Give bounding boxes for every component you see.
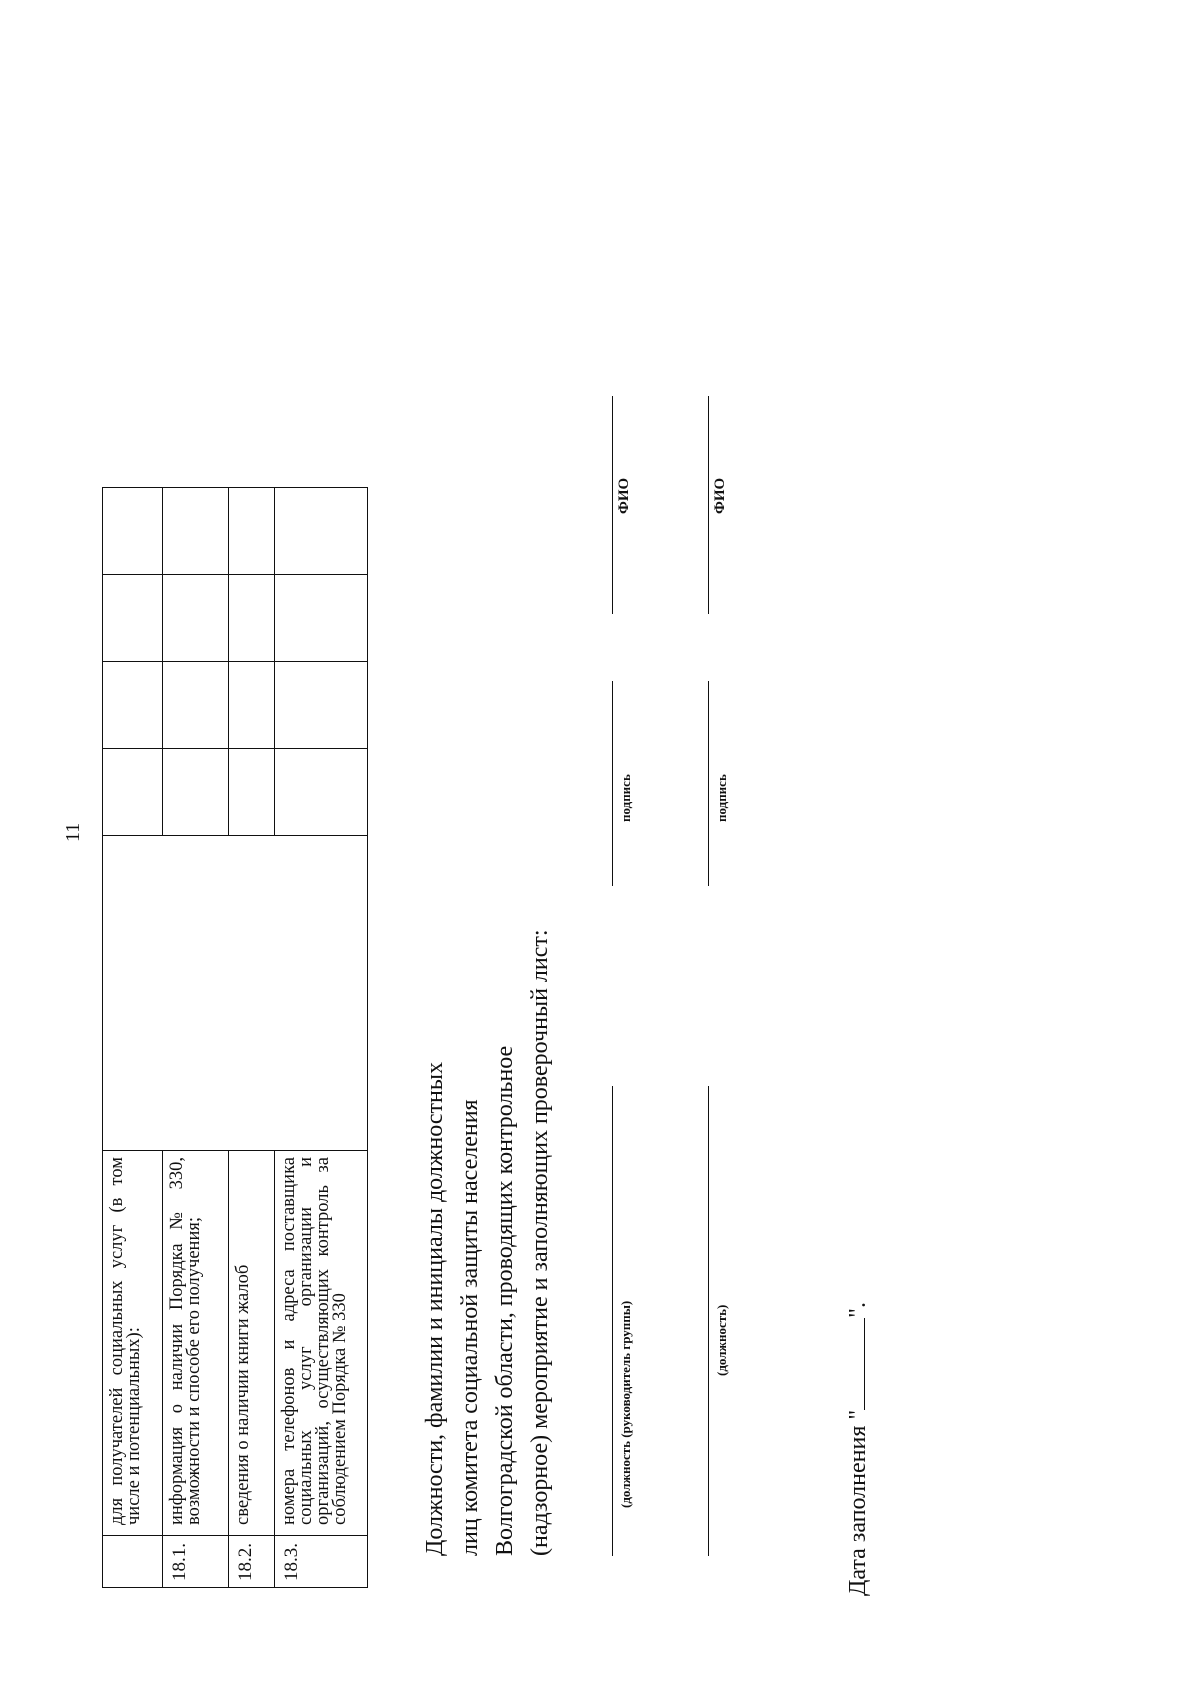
row-description: для получателей социальных услуг (в том числе и потенциальных): <box>103 1151 163 1536</box>
table-cell <box>229 575 275 662</box>
table-cell <box>103 836 368 1151</box>
row-number: 18.3. <box>275 1536 368 1588</box>
name-label: ФИО <box>712 477 728 514</box>
row-description: сведения о наличии книги жалоб <box>229 1151 275 1536</box>
position-line <box>708 1086 709 1556</box>
table-cell <box>229 488 275 575</box>
table-cell <box>163 662 229 749</box>
caption-line: лиц комитета социальной защиты населения <box>457 1099 483 1556</box>
table-cell <box>275 749 368 836</box>
row-number: 18.1. <box>163 1536 229 1588</box>
signature-line <box>612 681 613 886</box>
table-cell <box>275 662 368 749</box>
row-number: 18.2. <box>229 1536 275 1588</box>
table-cell <box>103 662 163 749</box>
date-blank <box>846 1318 865 1410</box>
table-row <box>103 488 163 1588</box>
table-cell <box>103 488 163 575</box>
row-number <box>103 1536 163 1588</box>
caption-line: Должности, фамилии и инициалы должностных <box>422 1062 448 1556</box>
date-close-quote: ". <box>845 1302 871 1318</box>
position-line <box>612 1086 613 1556</box>
row-description: информация о наличии Порядка № 330, возможности и способе его получения; <box>163 1151 229 1536</box>
table-cell <box>103 575 163 662</box>
row-description: номера телефонов и адреса поставщика социальных услуг организации и организаций, осуществляющих контроль за соблюдением Порядка № 330 <box>275 1151 368 1536</box>
caption-line: Волгоградской области, проводящих контрольное <box>492 1045 518 1556</box>
signature-line <box>708 681 709 886</box>
table-cell <box>103 749 163 836</box>
table-cell <box>275 575 368 662</box>
date-label: Дата заполнения <box>845 1425 871 1596</box>
table-cell <box>163 575 229 662</box>
caption-line: (надзорное) мероприятие и заполняющих проверочный лист: <box>527 929 553 1556</box>
signature-label: подпись <box>714 774 729 822</box>
table-cell <box>229 662 275 749</box>
table-cell <box>163 488 229 575</box>
date-open-quote: " <box>845 1409 871 1420</box>
position-label: (должность) <box>714 1304 729 1376</box>
signature-label: подпись <box>618 774 633 822</box>
table-cell <box>229 749 275 836</box>
page-number: 11 <box>62 822 84 842</box>
signatories-caption <box>418 656 558 1556</box>
name-label: ФИО <box>616 477 632 514</box>
table-cell <box>275 488 368 575</box>
table-cell <box>163 749 229 836</box>
name-line <box>708 396 709 614</box>
position-label: (должность (руководитель группы) <box>618 1300 633 1508</box>
checklist-table <box>102 487 368 1588</box>
name-line <box>612 396 613 614</box>
fill-date <box>845 1302 872 1596</box>
